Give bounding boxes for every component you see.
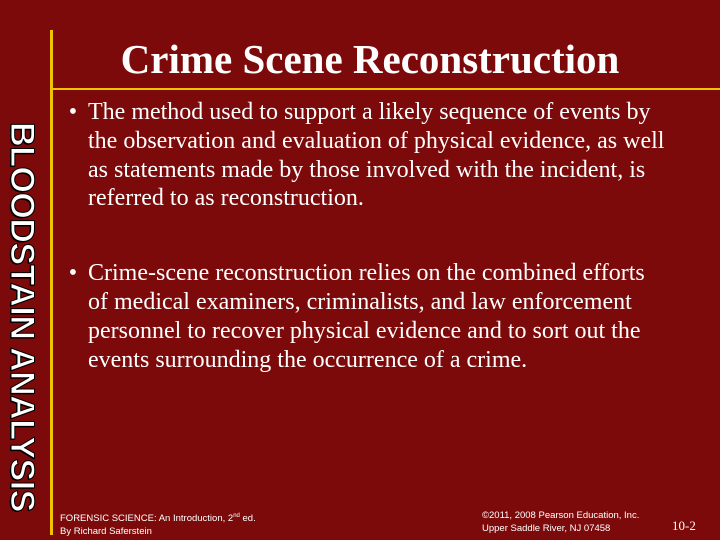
footer-book-info bbox=[60, 513, 256, 539]
footer-copyright-block bbox=[482, 510, 639, 536]
bullet-icon: • bbox=[68, 260, 78, 287]
bullet-list bbox=[58, 98, 670, 374]
footer-edition-suffix: ed. bbox=[239, 513, 256, 524]
bullet-icon: • bbox=[68, 99, 78, 125]
footer-author: By Richard Saferstein bbox=[60, 525, 152, 537]
footer-copyright: ©2011, 2008 Pearson Education, Inc. bbox=[482, 510, 640, 521]
slide-title: Crime Scene Reconstruction bbox=[120, 36, 620, 82]
footer-publisher-location: Upper Saddle River, NJ 07458 bbox=[482, 522, 611, 534]
horizontal-accent-line bbox=[50, 88, 720, 90]
bullet-text: The method used to support a likely sequence of events by the observation and evaluation of physical evidence, as well as statements made by those involved with the incident, is referred to as reconstruction. bbox=[88, 99, 665, 212]
bullet-item bbox=[58, 259, 670, 374]
page-number: 10-2 bbox=[672, 518, 696, 533]
bullet-item bbox=[58, 98, 670, 213]
footer-book-title: FORENSIC SCIENCE: An Introduction, 2 bbox=[60, 513, 234, 524]
footer-edition-superscript: nd bbox=[233, 512, 240, 519]
footer-book-title-line bbox=[60, 513, 256, 526]
bullet-text: Crime-scene reconstruction relies on the combined efforts of medical examiners, criminalists, and law enforcement personnel to recover physical evidence and to sort out the events surrounding the occurrence of a crime. bbox=[88, 260, 645, 373]
side-title: BLOODSTAIN ANALYSIS bbox=[3, 122, 41, 512]
vertical-accent-line bbox=[50, 30, 53, 535]
